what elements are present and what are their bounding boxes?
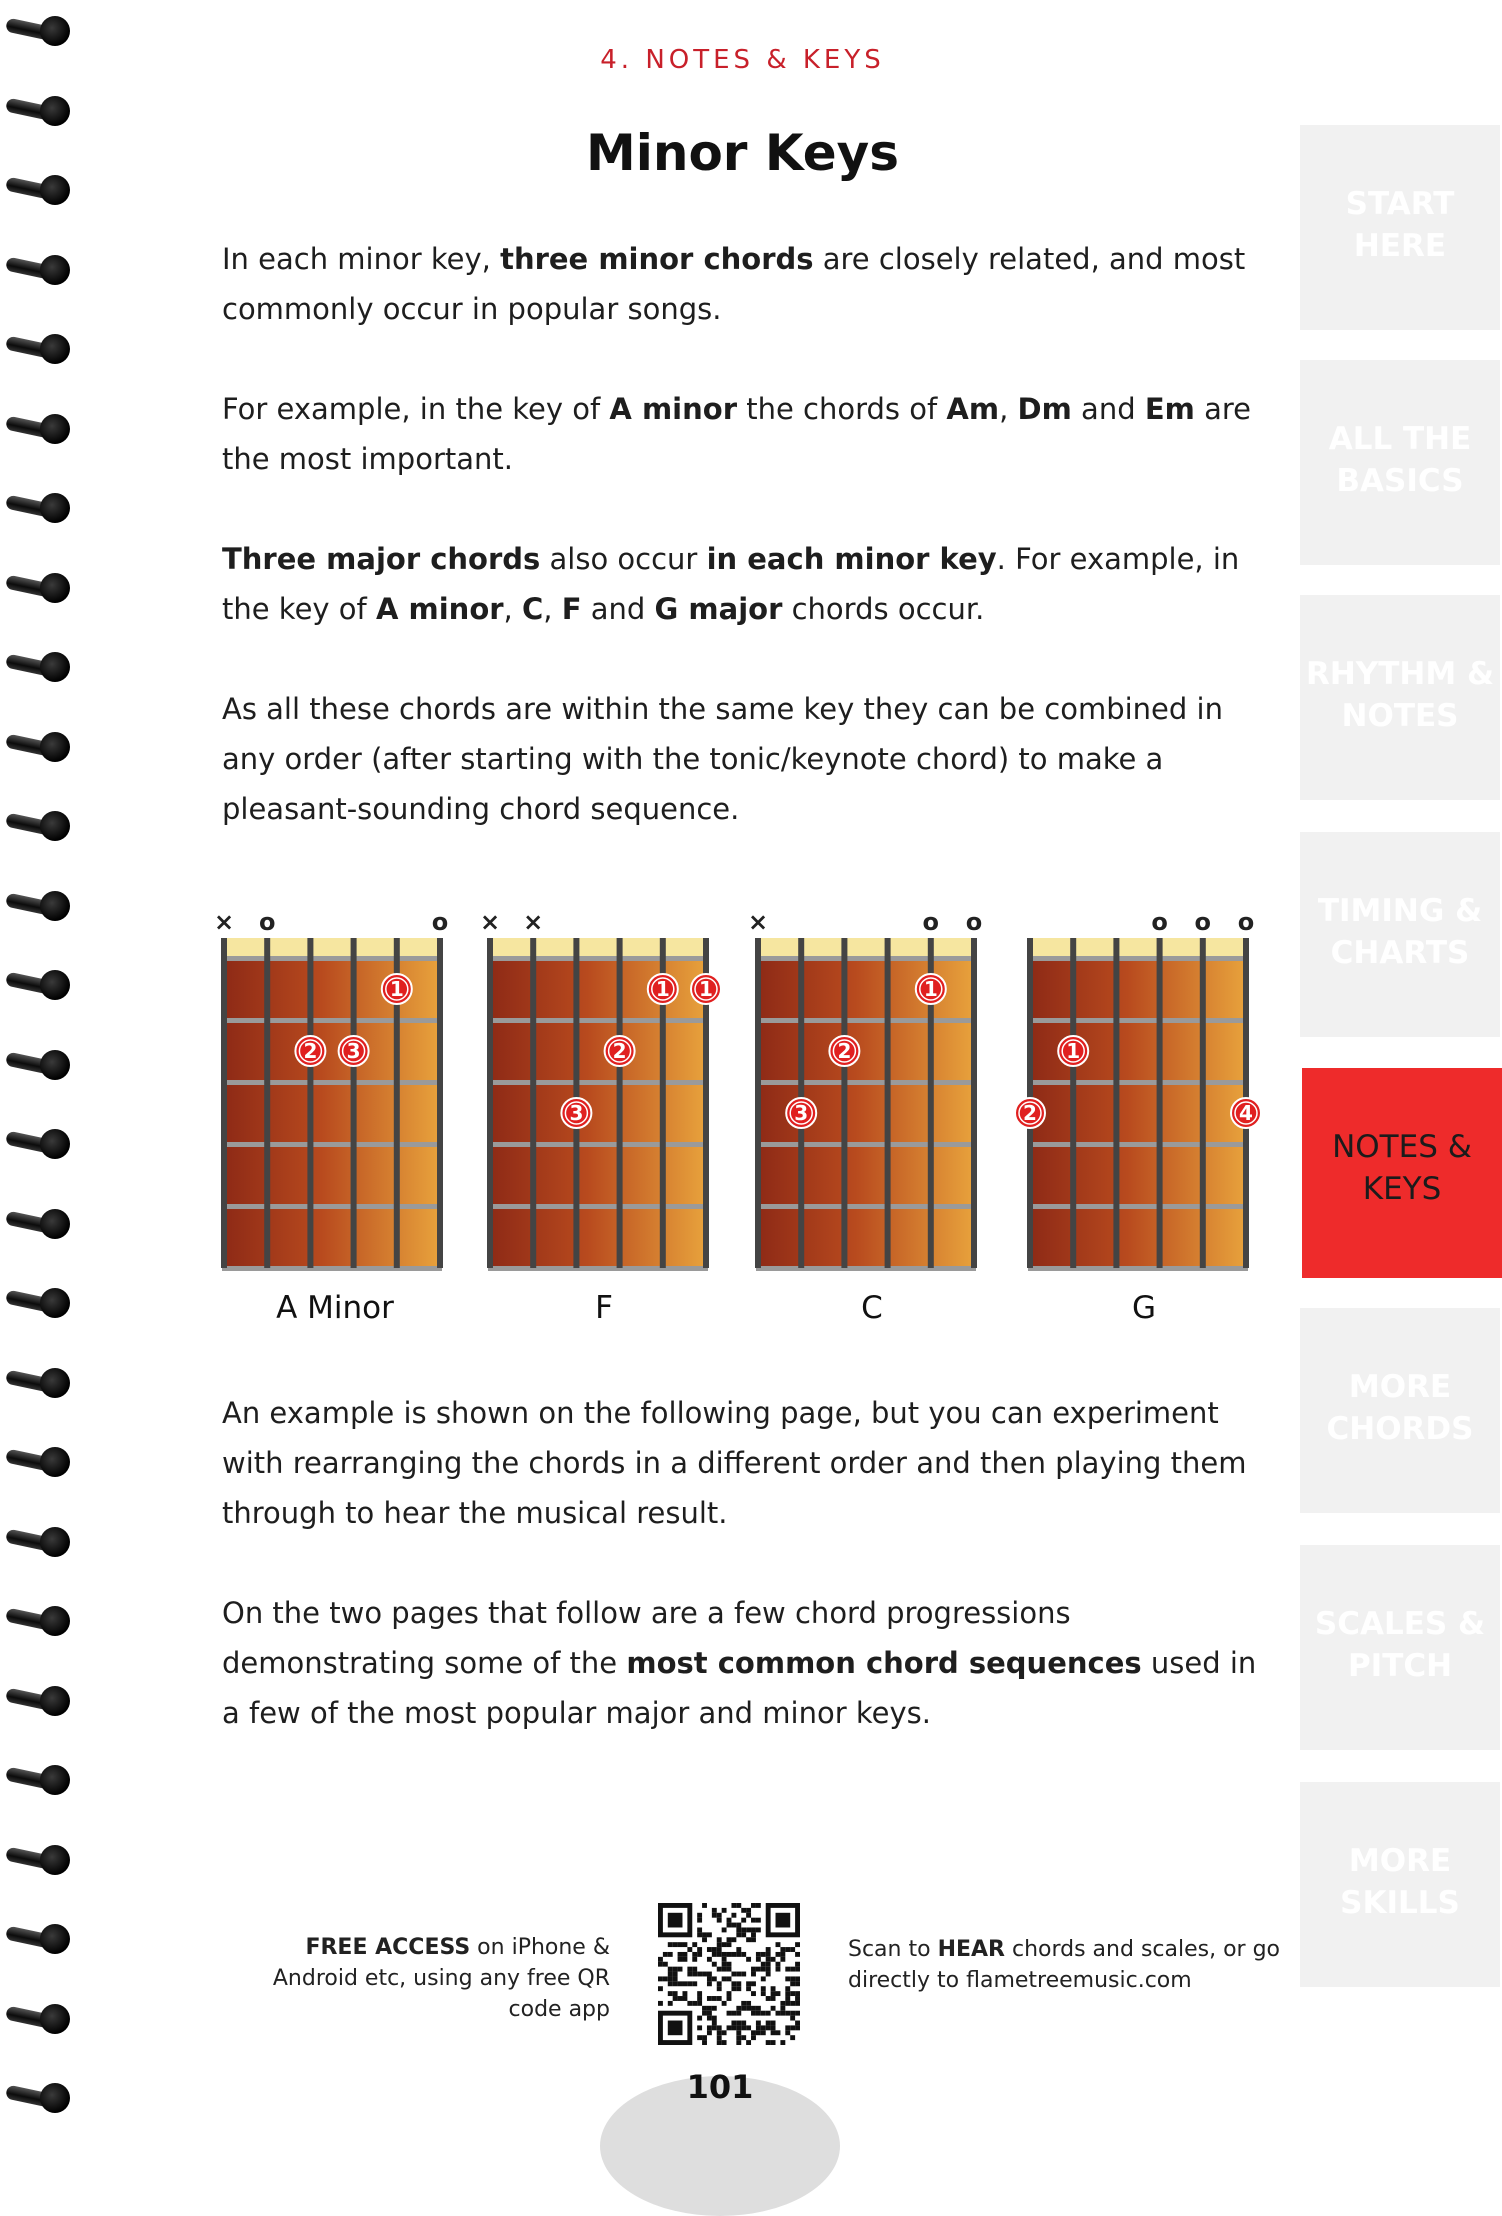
fret-wire <box>222 1018 442 1023</box>
binding-loop <box>6 1916 68 1962</box>
text-run: chords occur. <box>782 592 985 626</box>
binding-loop <box>6 1360 68 1406</box>
bold-text: most common chord sequences <box>626 1646 1142 1680</box>
finger-number: 2 <box>303 1039 318 1063</box>
binding-loop <box>6 1757 68 1803</box>
paragraph-6 <box>222 1588 1262 1738</box>
binding-loop <box>6 1280 68 1326</box>
text-run: and <box>581 592 655 626</box>
text-run: As all these chords are within the same key they can be combined in any order (after starting with the tonic/keynote chord) to make a pleasant-sounding chord sequence. <box>222 692 1223 826</box>
text-run: , <box>999 392 1018 426</box>
nut <box>224 938 440 958</box>
fret-wire <box>756 1204 976 1209</box>
binding-loop <box>6 406 68 452</box>
binding-loop <box>6 883 68 929</box>
chord-name-g: G <box>1131 1290 1157 1326</box>
finger-number: 3 <box>346 1039 361 1063</box>
finger-number: 1 <box>655 977 670 1001</box>
nut <box>490 938 706 958</box>
bold-text: A minor <box>375 592 504 626</box>
open-string-mark: o <box>431 908 449 936</box>
bold-text: Am <box>946 392 1000 426</box>
guitar-string <box>1157 938 1163 1268</box>
text-run: An example is shown on the following page, but you can experiment with rearranging the chords in a different order and then playing them through to hear the musical result. <box>222 1396 1247 1530</box>
guitar-string <box>530 938 536 1268</box>
finger-number: 3 <box>569 1101 584 1125</box>
tab-label: TIMING & CHARTS <box>1317 893 1483 971</box>
fret-wire <box>488 1018 708 1023</box>
fret-wire <box>488 1266 708 1271</box>
tab-rhythm-notes[interactable] <box>1300 595 1500 800</box>
tab-more-skills[interactable] <box>1300 1782 1500 1987</box>
finger-number: 1 <box>923 977 938 1001</box>
tab-label: MORE SKILLS <box>1340 1843 1460 1921</box>
finger-number: 1 <box>1066 1039 1081 1063</box>
section-tabs <box>1300 0 1500 2133</box>
tab-label: NOTES & KEYS <box>1332 1129 1472 1207</box>
muted-string-mark: × <box>479 908 501 936</box>
fret-wire <box>488 956 708 961</box>
tab-label: MORE CHORDS <box>1326 1369 1474 1447</box>
binding-loop <box>6 565 68 611</box>
guitar-string <box>1200 938 1206 1268</box>
binding-loop <box>6 1042 68 1088</box>
fret-wire <box>1028 1266 1248 1271</box>
open-string-mark: o <box>922 908 940 936</box>
chord-name-c: C <box>861 1290 883 1326</box>
fret-wire <box>488 1204 708 1209</box>
text-run: , <box>543 592 562 626</box>
scan-note-bold: HEAR <box>937 1937 1005 1962</box>
text-run: . For example, in the key of <box>222 542 1240 626</box>
binding-loop <box>6 1598 68 1644</box>
binding-loop <box>6 247 68 293</box>
fret-wire <box>756 956 976 961</box>
guitar-string <box>617 938 623 1268</box>
guitar-string <box>221 938 227 1268</box>
page-number: 101 <box>686 2068 754 2106</box>
fret-wire <box>1028 1018 1248 1023</box>
bold-text: Three major chords <box>222 542 541 576</box>
finger-number: 1 <box>389 977 404 1001</box>
paragraph-5 <box>222 1388 1262 1538</box>
fret-wire <box>1028 1142 1248 1147</box>
guitar-string <box>971 938 977 1268</box>
guitar-string <box>841 938 847 1268</box>
page-title: Minor Keys <box>585 124 900 182</box>
open-string-mark: o <box>1151 908 1168 936</box>
free-access-bold: FREE ACCESS <box>305 1935 471 1960</box>
binding-loop <box>6 2075 68 2121</box>
chord-name-f: F <box>595 1290 613 1326</box>
paragraph-1 <box>222 234 1262 334</box>
tab-notes-keys[interactable] <box>1302 1068 1502 1278</box>
binding-loop <box>6 1678 68 1724</box>
muted-string-mark: × <box>523 908 544 936</box>
fretboard <box>490 958 706 1268</box>
nut <box>758 938 974 958</box>
binding-loop <box>6 485 68 531</box>
fret-wire <box>1028 956 1248 961</box>
binding-loop <box>6 1996 68 2042</box>
paragraph-3 <box>222 534 1262 634</box>
binding-loop <box>6 803 68 849</box>
text-run: are the most important. <box>222 392 1251 476</box>
finger-number: 3 <box>794 1101 809 1125</box>
scan-note-text: chords and scales, or go directly to flametreemusic.com <box>848 1937 1280 1993</box>
fret-wire <box>756 1018 976 1023</box>
finger-number: 1 <box>699 977 713 1001</box>
chord-diagram-f <box>479 908 720 1272</box>
tab-label: ALL THE BASICS <box>1328 421 1472 499</box>
open-string-mark: o <box>1194 908 1212 936</box>
fret-wire <box>222 1142 442 1147</box>
bold-text: F <box>561 592 582 626</box>
bold-text: in each minor key <box>706 542 997 576</box>
open-string-mark: o <box>965 908 983 936</box>
tab-label: RHYTHM & NOTES <box>1305 656 1495 734</box>
fret-wire <box>756 1142 976 1147</box>
fret-wire <box>488 1080 708 1085</box>
bold-text: A minor <box>609 392 737 426</box>
binding-loop <box>6 1439 68 1485</box>
guitar-string <box>755 938 761 1268</box>
chord-diagram-c <box>747 908 988 1272</box>
binding-loop <box>6 962 68 1008</box>
tab-timing-charts[interactable] <box>1300 832 1500 1037</box>
bold-text: Dm <box>1017 392 1072 426</box>
text-run: On the two pages that follow are a few chord progressions demonstrating some of the <box>222 1596 1071 1680</box>
nut <box>1030 938 1246 958</box>
open-string-mark: o <box>258 908 276 936</box>
text-run: the chords of <box>737 392 947 426</box>
fretboard <box>224 958 440 1268</box>
binding-loop <box>6 1519 68 1565</box>
fret-wire <box>1028 1204 1248 1209</box>
scan-note <box>848 1934 1288 1996</box>
scan-note-pre: Scan to <box>848 1937 938 1962</box>
tab-all-the-basics[interactable] <box>1300 360 1500 565</box>
chord-diagram-a-minor <box>213 908 454 1272</box>
text-run: and <box>1071 392 1145 426</box>
chord-name-a-minor: A Minor <box>276 1290 394 1326</box>
guitar-string <box>437 938 443 1268</box>
text-run: In each minor key, <box>222 242 501 276</box>
bold-text: G major <box>654 592 783 626</box>
fret-wire <box>222 1266 442 1271</box>
finger-number: 4 <box>1239 1101 1253 1125</box>
free-access-note <box>222 1932 610 2025</box>
text-run: are closely related, and most commonly occur in popular songs. <box>222 242 1246 326</box>
guitar-string <box>351 938 357 1268</box>
muted-string-mark: × <box>213 908 235 936</box>
guitar-string <box>307 938 313 1268</box>
fret-wire <box>756 1080 976 1085</box>
fret-wire <box>756 1266 976 1271</box>
text-run: , <box>503 592 522 626</box>
qr-code[interactable] <box>658 1903 800 2045</box>
tab-label: SCALES & PITCH <box>1314 1606 1486 1684</box>
finger-number: 2 <box>837 1039 852 1063</box>
tab-more-chords[interactable] <box>1300 1308 1500 1513</box>
fret-wire <box>222 1080 442 1085</box>
binding-loop <box>6 1121 68 1167</box>
bold-text: three minor chords <box>500 242 814 276</box>
fretboard <box>1030 958 1246 1268</box>
text-run: For example, in the key of <box>222 392 610 426</box>
text-run: used in a few of the most popular major and minor keys. <box>222 1646 1257 1730</box>
text-run: also occur <box>540 542 707 576</box>
guitar-string <box>264 938 270 1268</box>
fret-wire <box>222 956 442 961</box>
binding-loop <box>6 724 68 770</box>
fret-wire <box>222 1204 442 1209</box>
paragraph-4 <box>222 684 1262 834</box>
guitar-string <box>885 938 891 1268</box>
free-access-text: on iPhone & Android etc, using any free QR code app <box>272 1935 610 2022</box>
spiral-binding <box>0 0 80 2133</box>
finger-number: 2 <box>1023 1101 1037 1125</box>
binding-loop <box>6 1837 68 1883</box>
finger-number: 2 <box>612 1039 627 1063</box>
tab-label: START HERE <box>1345 186 1455 264</box>
bold-text: C <box>521 592 544 626</box>
fret-wire <box>1028 1080 1248 1085</box>
tab-scales-pitch[interactable] <box>1300 1545 1500 1750</box>
fret-wire <box>488 1142 708 1147</box>
guitar-string <box>1113 938 1119 1268</box>
chord-diagram-g <box>1024 908 1260 1272</box>
guitar-string <box>487 938 493 1268</box>
section-label: 4. NOTES & KEYS <box>600 45 885 75</box>
paragraph-2 <box>222 384 1262 484</box>
binding-loop <box>6 644 68 690</box>
binding-loop <box>6 326 68 372</box>
muted-string-mark: × <box>747 908 769 936</box>
tab-start-here[interactable] <box>1300 125 1500 330</box>
guitar-string <box>1070 938 1076 1268</box>
bold-text: Em <box>1144 392 1195 426</box>
open-string-mark: o <box>1237 908 1255 936</box>
binding-loop <box>6 1201 68 1247</box>
